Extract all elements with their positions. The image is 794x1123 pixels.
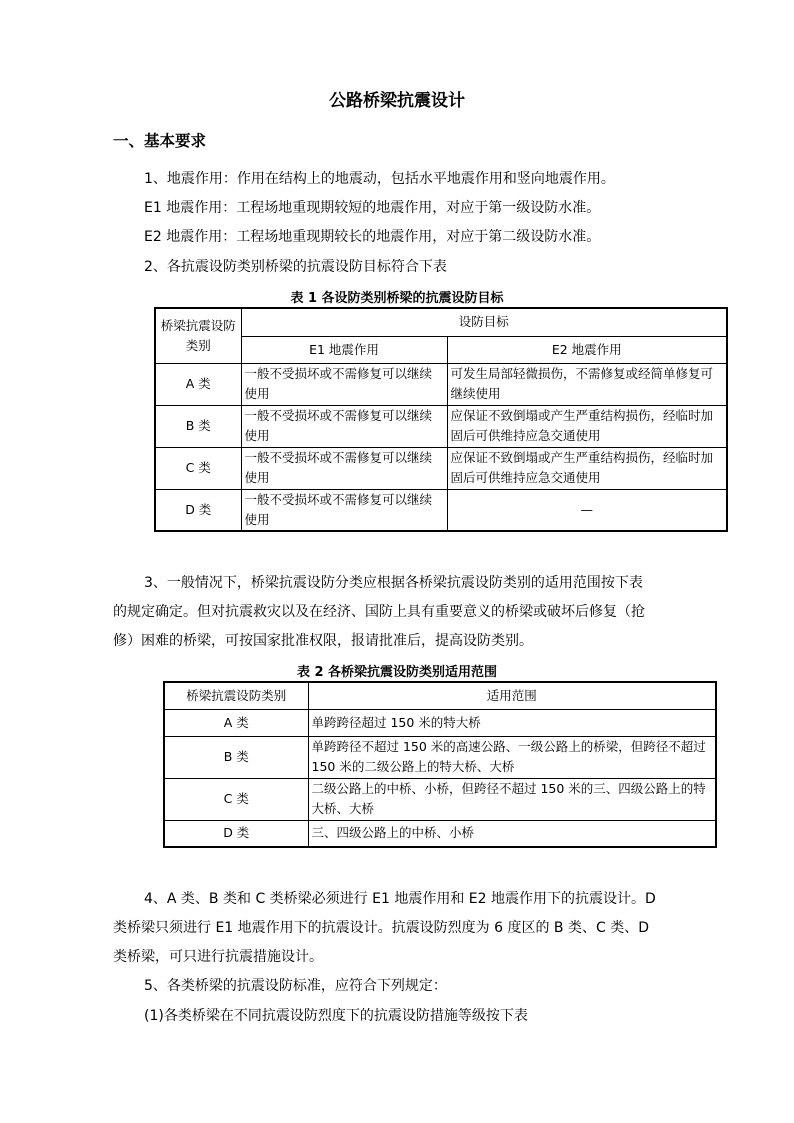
table-row	[164, 778, 716, 820]
table-row	[155, 489, 727, 531]
table-cell: D 类	[155, 489, 241, 531]
table-cell: 应保证不致倒塌或产生严重结构损伤，经临时加固后可供维持应急交通使用	[447, 447, 727, 489]
table-header-cell: 设防目标	[241, 308, 727, 336]
table-cell: —	[447, 489, 727, 531]
table-cell: 一般不受损坏或不需修复可以继续使用	[241, 447, 447, 489]
table-caption: 表 2 各桥梁抗震设防类别适用范围	[296, 665, 498, 680]
table-cell: D 类	[164, 820, 308, 847]
table-row	[155, 363, 727, 405]
table-cell: B 类	[155, 405, 241, 447]
table-caption: 表 1 各设防类别桥梁的抗震设防目标	[290, 291, 504, 306]
table-cell: B 类	[164, 736, 308, 778]
seismic-scope-table	[163, 681, 717, 848]
paragraph: 3、一般情况下，桥梁抗震设防分类应根据各桥梁抗震设防类别的适用范围按下表	[144, 575, 643, 591]
paragraph: 类桥梁，可只进行抗震措施设计。	[113, 949, 323, 965]
table-cell: 单跨跨径超过 150 米的特大桥	[308, 709, 716, 736]
table-cell: 应保证不致倒塌或产生严重结构损伤，经临时加固后可供维持应急交通使用	[447, 405, 727, 447]
table-header-cell: 适用范围	[308, 682, 716, 709]
table-header-cell: 桥梁抗震设防类别	[164, 682, 308, 709]
table-row	[164, 709, 716, 736]
seismic-target-table	[154, 307, 728, 532]
table-cell: C 类	[155, 447, 241, 489]
table-cell: C 类	[164, 778, 308, 820]
paragraph: E1 地震作用：工程场地重现期较短的地震作用，对应于第一级设防水准。	[144, 200, 601, 216]
table-cell: 二级公路上的中桥、小桥，但跨径不超过 150 米的三、四级公路上的特大桥、大桥	[308, 778, 716, 820]
table-row	[164, 820, 716, 847]
table-cell: 可发生局部轻微损伤，不需修复或经简单修复可继续使用	[447, 363, 727, 405]
paragraph: 1、地震作用：作用在结构上的地震动，包括水平地震作用和竖向地震作用。	[144, 171, 615, 187]
table-cell: 单跨跨径不超过 150 米的高速公路、一级公路上的桥梁，但跨径不超过 150 米的二级公路上的特大桥、大桥	[308, 736, 716, 778]
table-cell: A 类	[155, 363, 241, 405]
paragraph: 2、各抗震设防类别桥梁的抗震设防目标符合下表	[144, 259, 447, 275]
paragraph: E2 地震作用：工程场地重现期较长的地震作用，对应于第二级设防水准。	[144, 229, 601, 245]
paragraph: 4、A 类、B 类和 C 类桥梁必须进行 E1 地震作用和 E2 地震作用下的抗震设计。D	[144, 891, 656, 907]
table-row	[155, 447, 727, 489]
paragraph: 5、各类桥梁的抗震设防标准，应符合下列规定：	[144, 978, 447, 994]
table-cell: 一般不受损坏或不需修复可以继续使用	[241, 363, 447, 405]
paragraph: (1)各类桥梁在不同抗震设防烈度下的抗震设防措施等级按下表	[144, 1008, 528, 1024]
table-cell: 一般不受损坏或不需修复可以继续使用	[241, 489, 447, 531]
paragraph: 类桥梁只须进行 E1 地震作用下的抗震设计。抗震设防烈度为 6 度区的 B 类、C 类、D	[113, 920, 649, 936]
section-heading: 一、基本要求	[113, 132, 207, 150]
table-cell: 一般不受损坏或不需修复可以继续使用	[241, 405, 447, 447]
paragraph: 修）困难的桥梁，可按国家批准权限，报请批准后，提高设防类别。	[113, 633, 533, 649]
paragraph: 的规定确定。但对抗震救灾以及在经济、国防上具有重要意义的桥梁或破坏后修复（抢	[113, 604, 645, 620]
table-row	[155, 405, 727, 447]
table-row	[164, 736, 716, 778]
document-title: 公路桥梁抗震设计	[329, 91, 465, 111]
table-cell: A 类	[164, 709, 308, 736]
table-header-cell: E2 地震作用	[447, 336, 727, 363]
table-cell: 三、四级公路上的中桥、小桥	[308, 820, 716, 847]
table-header-cell: 桥梁抗震设防类别	[155, 308, 241, 363]
table-header-cell: E1 地震作用	[241, 336, 447, 363]
